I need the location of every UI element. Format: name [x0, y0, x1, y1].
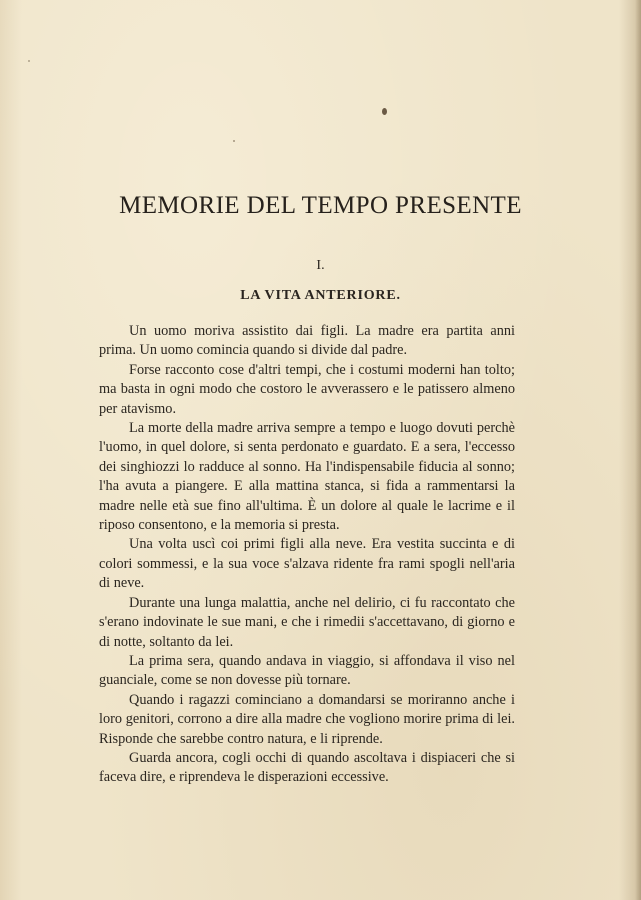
- page-edge-shadow: [635, 0, 641, 900]
- section-number: I.: [316, 258, 325, 273]
- body-text: [99, 322, 515, 788]
- paragraph: Una volta uscì coi primi figli alla neve. Era vestita succinta e di colori sommessi, e la sua voce s'alzava ridente fra rami spogli nell'aria di neve.: [99, 536, 515, 592]
- paragraph: La morte della madre arriva sempre a tempo e luogo dovuti perchè l'uomo, in quel dolore, si senta perdonato e guardato. E a sera, l'eccesso dei singhiozzi lo radduce al sonno. Ha l'indispensabile fiducia al sonno; l'ha avuta a piangere. E alla mattina stanca, si fida a rammentarsi la madre nelle età sue fino all'ultima. È un dolore al quale le lacrime e il riposo consentono, e la memoria si presta.: [99, 420, 515, 534]
- paragraph: Durante una lunga malattia, anche nel delirio, ci fu raccontato che s'erano indovinate le sue mani, e che i rimedii s'accettavano, di giorno e di notte, soltanto da lei.: [99, 594, 515, 650]
- section-title: LA VITA ANTERIORE.: [240, 288, 401, 303]
- paragraph: Forse racconto cose d'altri tempi, che i costumi moderni han tolto; ma basta in ogni modo che costoro le avverassero e le patissero almeno per atavismo.: [99, 361, 515, 417]
- paragraph: La prima sera, quando andava in viaggio, si affondava il viso nel guanciale, come se non dovesse più tornare.: [99, 652, 515, 689]
- document-title: MEMORIE DEL TEMPO PRESENTE: [119, 192, 522, 219]
- paragraph: Guarda ancora, cogli occhi di quando ascoltava i dispiaceri che si faceva dire, e riprendeva le disperazioni eccessive.: [99, 749, 515, 786]
- ink-speck: [382, 108, 387, 115]
- paragraph: Quando i ragazzi cominciano a domandarsi se moriranno anche i loro genitori, corrono a dire alla madre che vogliono morire prima di lei. Risponde che sarebbe contro natura, e li riprende.: [99, 691, 515, 747]
- paragraph: Un uomo moriva assistito dai figli. La madre era partita anni prima. Un uomo comincia quando si divide dal padre.: [99, 323, 515, 359]
- ink-speck: [28, 60, 30, 62]
- ink-speck: [233, 140, 235, 142]
